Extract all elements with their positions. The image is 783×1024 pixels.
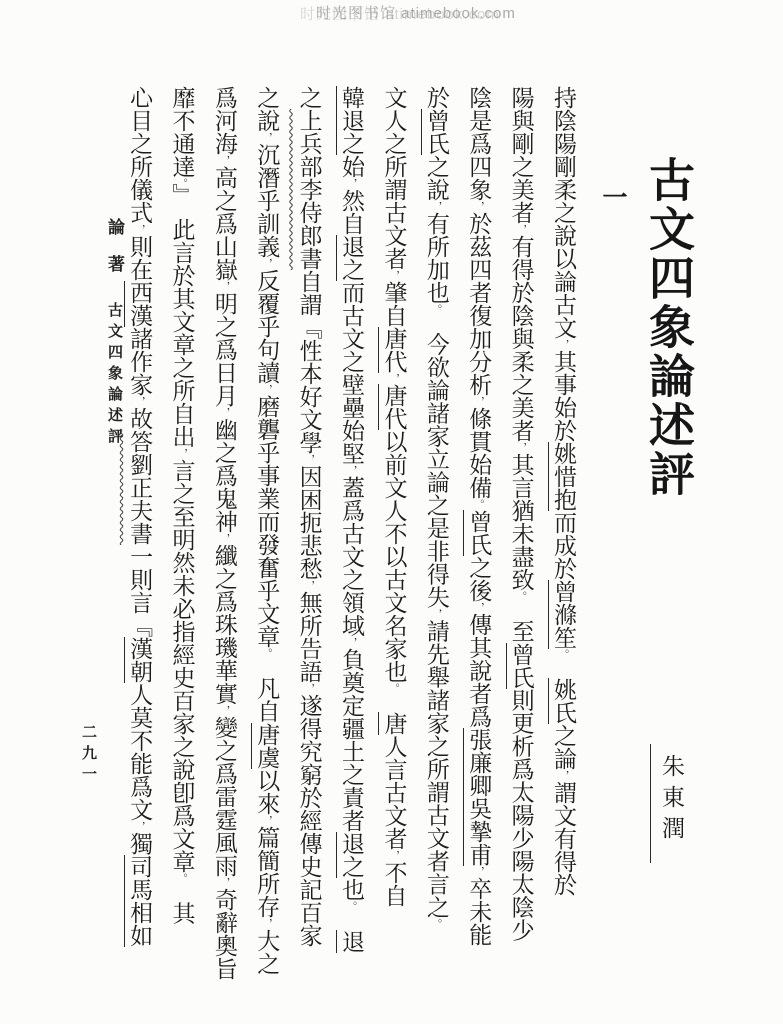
punctuation: 。 <box>345 901 358 907</box>
proper-name: 退 <box>336 930 364 953</box>
text-column <box>372 86 414 986</box>
punctuation: ， <box>302 580 315 591</box>
punctuation: ， <box>514 442 527 453</box>
punctuation: ， <box>217 407 230 418</box>
text-run: 而古文之壁壘始堅，蓋爲古文之領域，負奠定疆土之責者 <box>339 281 365 832</box>
punctuation: 。 <box>472 499 485 510</box>
punctuation: 。 <box>557 649 569 655</box>
text-run: 則更析爲太陽少陽太陰少 <box>508 688 534 942</box>
punctuation: ， <box>557 339 569 350</box>
punctuation: ， <box>217 155 230 166</box>
punctuation: ， <box>302 454 315 465</box>
punctuation: ， <box>217 877 230 888</box>
page-number: 二九一 <box>80 724 96 787</box>
text-run: ，卒未能 <box>466 866 492 946</box>
text-run: 心目之所儀式，則在 <box>127 86 153 281</box>
proper-name: 漢朝 <box>124 637 152 683</box>
proper-name: 退之 <box>336 832 364 878</box>
proper-name: 韓退之 <box>336 86 364 155</box>
punctuation: ， <box>345 637 358 648</box>
punctuation: ， <box>514 224 527 235</box>
text-column <box>499 86 541 986</box>
punctuation: ， <box>387 270 400 281</box>
text-run: 陽與剛之美者，有得於陰與柔之美者，其言猶未盡致。 至 <box>508 86 534 643</box>
punctuation: ， <box>217 705 230 716</box>
punctuation: ， <box>472 201 485 212</box>
text-run: 之 <box>296 86 322 109</box>
punctuation: ， <box>387 849 400 861</box>
punctuation: 。 <box>429 918 442 930</box>
proper-name: 退之 <box>336 235 364 281</box>
text-run: 也。 <box>339 878 365 907</box>
proper-name: 張廉卿 <box>463 728 491 797</box>
page-title: 古文四象論述評 <box>643 156 694 499</box>
proper-name: 吳摯甫 <box>463 797 491 866</box>
punctuation: ， <box>472 602 485 613</box>
text-run: 之後，傳其說者爲 <box>466 556 492 728</box>
text-run: 靡不通達。』 此言於其文章之所自出，言之至明然未必指經史百家之說卽爲文章。 其 <box>169 86 195 925</box>
punctuation: ， <box>302 683 315 694</box>
punctuation: ， <box>260 917 273 929</box>
punctuation: ， <box>387 373 400 384</box>
text-run: 爲河海，高之爲山嶽，明之爲日月，幽之爲鬼神，纖之爲珠璣華實，變之爲雷霆風雨，奇辭奧旨 <box>211 86 237 980</box>
section-number: 一 <box>599 184 626 209</box>
punctuation: ， <box>217 533 230 544</box>
text-run: 以來，篇簡所存，大之 <box>254 768 280 975</box>
punctuation: ， <box>557 769 569 781</box>
text-column <box>542 86 584 986</box>
punctuation: ， <box>133 396 146 407</box>
text-run: 以前文人不以古文名家也。 <box>381 430 407 689</box>
text-run: 諸作家，故 <box>127 327 153 430</box>
punctuation: ， <box>260 814 273 826</box>
proper-name: 唐 <box>378 712 406 735</box>
punctuation: 。 <box>175 178 188 184</box>
proper-name: 唐代 <box>378 384 406 430</box>
proper-name: 唐代 <box>378 327 406 373</box>
body-text <box>117 86 584 986</box>
proper-name: 司馬相如 <box>124 855 152 947</box>
punctuation: ， <box>260 132 273 143</box>
punctuation: ， <box>260 384 273 395</box>
text-run <box>381 373 406 384</box>
proper-name: 曾氏 <box>421 109 449 155</box>
punctuation: ， <box>472 866 485 877</box>
text-run: 之論，謂文有得於 <box>551 723 576 896</box>
proper-name: 姚氏 <box>548 678 576 724</box>
text-run: 人言古文者，不自 <box>381 734 407 907</box>
text-column <box>457 86 499 986</box>
text-run: 於 <box>423 86 449 109</box>
author-name: 朱東潤 <box>650 744 688 863</box>
punctuation: 。 <box>514 591 527 597</box>
text-column <box>330 86 372 986</box>
punctuation: ， <box>133 224 146 235</box>
punctuation: ， <box>429 608 442 620</box>
text-column <box>202 86 244 986</box>
text-run: 文人之所謂古文者，肇自 <box>381 86 407 327</box>
proper-name: 曾氏 <box>463 510 491 556</box>
punctuation: ， <box>429 201 442 212</box>
punctuation: ， <box>260 258 273 269</box>
text-run: 一則言『 <box>127 545 153 637</box>
punctuation: 。 <box>429 304 442 310</box>
watermark-text: 时光图书馆 atimebook.com <box>316 5 516 22</box>
text-run: 人莫不能爲文，獨 <box>127 683 153 855</box>
punctuation: ， <box>472 396 485 407</box>
punctuation: ， <box>345 465 358 476</box>
proper-name: 姚惜抱 <box>548 442 576 511</box>
punctuation: ， <box>133 821 146 832</box>
text-run: 自謂『性本好文學，因困扼悲愁，無所告語，遂得究窮於經傳史記百家 <box>296 270 322 947</box>
book-title: 上兵部李侍郎書 <box>296 109 322 270</box>
margin-running-title: 古文四象論述評 <box>106 302 122 449</box>
proper-name: 曾滌笙 <box>548 580 576 649</box>
book-title: 答劉正夫書 <box>127 430 153 545</box>
punctuation: ， <box>175 448 188 459</box>
punctuation: ， <box>217 281 230 292</box>
text-run: 之說，沉潛乎訓義，反覆乎句讀，磨礱乎事業而發奮乎文章。 凡自 <box>254 86 280 723</box>
text-run: 始，然自 <box>339 155 365 235</box>
punctuation: 。 <box>175 873 188 879</box>
text-column <box>160 86 202 986</box>
text-run: 而成於 <box>551 511 576 580</box>
punctuation: 。 <box>260 648 273 654</box>
proper-name: 曾氏 <box>506 643 534 689</box>
punctuation: 。 <box>387 683 400 689</box>
text-run <box>551 649 576 678</box>
proper-name: 唐虞 <box>251 723 279 769</box>
punctuation: ， <box>345 178 358 189</box>
text-column <box>287 86 329 986</box>
margin-category-label: 論著 <box>105 218 124 292</box>
text-column <box>414 86 456 986</box>
text-run: 陰是爲四象，於茲四者復加分析，條貫始備。 <box>466 86 492 510</box>
text-run: 持陰陽剛柔之說以論古文，其事始於 <box>551 86 576 442</box>
text-column <box>245 86 287 986</box>
text-run: 之說，有所加也。 今欲論諸家立論之是非得失，請先舉諸家之所謂古文者言之。 <box>423 155 449 930</box>
proper-name: 西漢 <box>124 281 152 327</box>
